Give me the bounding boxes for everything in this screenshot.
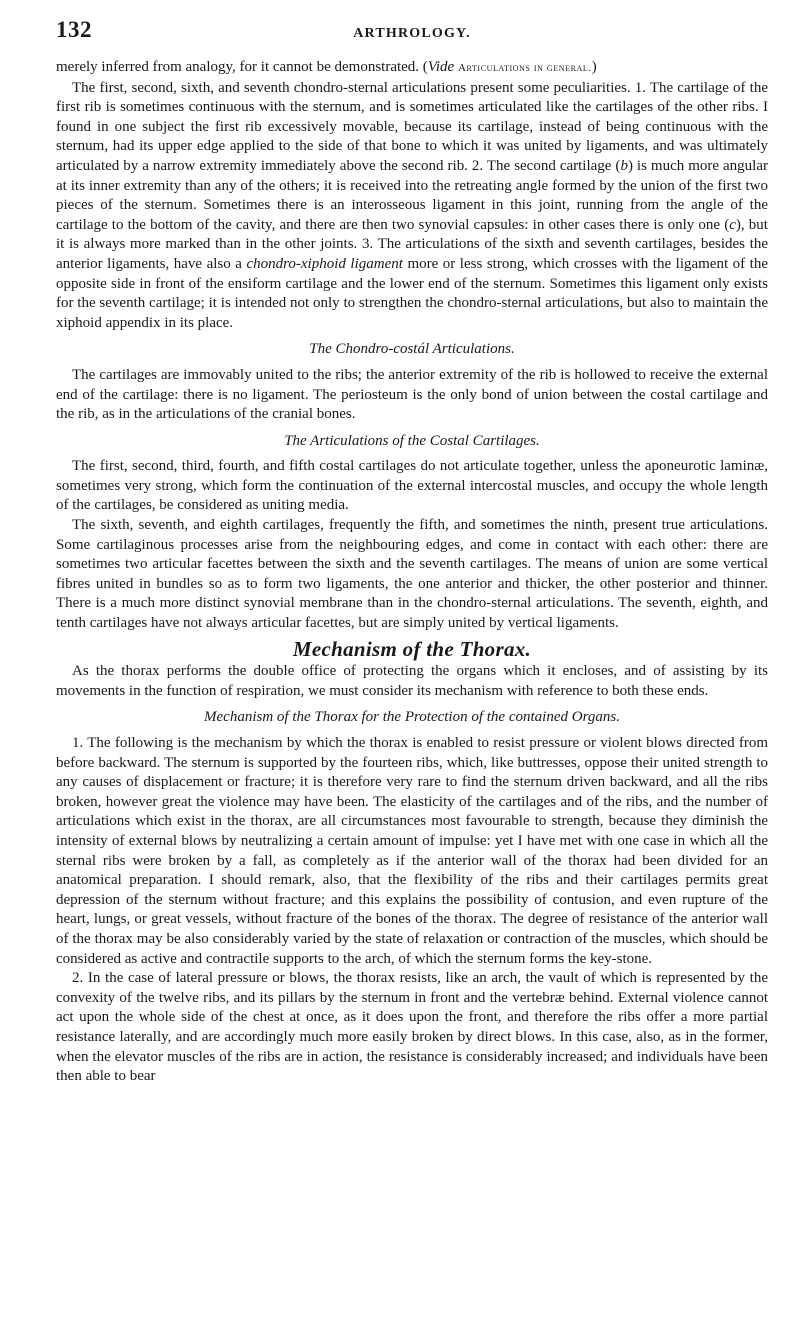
italic-term: chondro-xiphoid ligament — [246, 255, 403, 272]
paragraph-text: ) is much more angular at its inner extremity than any of the others; it is received into the retreating angle formed by the union of the first two pieces of the sternum. Sometimes there is an interosseous ligament in this joint, running from the angle of the cartilage to the bottom of the cavity, and there are then two synovial capsules: in other cases there is only one ( — [56, 157, 768, 233]
paragraph-text: The first, second, sixth, and seventh chondro-sternal articulations present some peculiarities. 1. The cartilage of the first rib is sometimes continuous with the sternum, and is sometimes articulated like the cartilages of the other ribs. I found in one subject the first rib excessively movable, because its cartilage, instead of being continuous with the sternum, had its upper edge applied to the side of that bone to which it was united by ligaments, and was ultimately articulated by a narrow extremity immediately above the second rib. 2. The second cartilage ( — [56, 79, 768, 174]
paragraph-chondro-sternal — [56, 79, 768, 334]
paragraph-costal-cartilages-1: The first, second, third, fourth, and fifth costal cartilages do not articulate together, unless the aponeurotic laminæ, sometimes very strong, which form the continuation of the external intercostal muscles, and occupy the whole length of the cartilages, be considered as uniting media. — [56, 458, 768, 514]
subheading-chondro-costal: The Chondro-costál Articulations. — [309, 341, 515, 358]
paragraph-costal-cartilages-2: The sixth, seventh, and eighth cartilages, frequently the fifth, and sometimes the ninth, present true articulations. Some cartilaginous processes arise from the neighbouring edges, and come in contact with each other: there are sometimes two articular facettes between the sixth and the seventh cartilages. The means of union are some vertical fibres united in bundles so as to form two ligaments, the one anterior and thicker, the other posterior and thinner. There is a much more distinct synovial membrane than in the chondro-sternal articulations. The seventh, eighth, and tenth cartilages have not always articular facettes, but are simply united by vertical ligaments. — [56, 517, 768, 632]
running-title: ARTHROLOGY. — [353, 26, 471, 41]
paragraph-text: merely inferred from analogy, for it cannot be demonstrated. ( — [56, 59, 428, 75]
paragraph-protection-1: 1. The following is the mechanism by which the thorax is enabled to resist pressure or violent blows directed from before backward. The sternum is supported by the fourteen ribs, which, like buttresses, oppose their united strength to any causes of displacement or fracture; it is therefore very rare to find the sternum driven backward, and all the ribs broken, however great the violence may have been. The elasticity of the cartilages and of the ribs, and the number of articulations which exist in the thorax, are all circumstances most favourable to strength, because they diminish the intensity of external blows by neutralizing a certain amount of impulse: yet I have met with one case in which all the sternal ribs were broken by a fall, as completely as if the anterior wall of the thorax had been divided for an anatomical preparation. I should remark, also, that the flexibility of the ribs and their cartilages permits great depression of the sternum without fracture; and this explains the possibility of contusion, and even rupture of the heart, lungs, or great vessels, without fracture of the bones of the thorax. The degree of resistance of the anterior wall of the thorax may be also considerably varied by the state of relaxation or contraction of the muscles, which should be considered as active and contractile supports to the arch, of which the sternum forms the key-stone. — [56, 735, 768, 967]
subheading-costal-cartilages: The Articulations of the Costal Cartilages. — [284, 432, 540, 449]
vide-reference: Vide — [427, 59, 455, 75]
paragraph-chondro-costal: The cartilages are immovably united to the ribs; the anterior extremity of the rib is hollowed to receive the external end of the cartilage: there is no ligament. The periosteum is the only bond of union between the costal cartilage and the rib, as in the articulations of the cranial bones. — [56, 366, 768, 423]
page-number: 132 — [56, 17, 92, 42]
subheading-protection: Mechanism of the Thorax for the Protection of the contained Organs. — [204, 709, 620, 726]
paragraph-continued — [56, 58, 768, 79]
paragraph-protection-2: 2. In the case of lateral pressure or blows, the thorax resists, like an arch, the vault of which is represented by the convexity of the twelve ribs, and its pillars by the sternum in front and the vertebræ behind. External violence cannot act upon the whole side of the chest at once, as it does upon the front, and therefore the ribs offer a more partial resistance laterally, and are accordingly much more easily broken by direct blows. In this case, also, as in the former, when the elevator muscles of the ribs are in action, the resistance is considerably increased; and individuals have been then able to bear — [56, 970, 768, 1085]
paragraph-text: more or less strong, which crosses with the ligament of the opposite side in front of the ensiform cartilage and the lower end of the sternum. Sometimes this ligament only exists for the seventh cartilage; it is intended not only to strengthen the chondro-sternal articulations, but also to maintain the xiphoid appendix in its place. — [56, 255, 768, 331]
figure-letter: b — [620, 157, 628, 174]
cross-reference: Articulations in general. — [457, 62, 592, 74]
running-head — [56, 18, 768, 50]
section-heading-mechanism: Mechanism of the Thorax. — [292, 636, 532, 661]
paragraph-text: ), but it is always more marked than in the other joints. 3. The articulations of the sixth and seventh cartilages, besides the anterior ligaments, have also a — [56, 216, 768, 272]
paragraph-mechanism-intro: As the thorax performs the double office of protecting the organs which it encloses, and of assisting by its movements in the function of respiration, we must consider its mechanism with reference to both these ends. — [56, 663, 768, 699]
figure-letter: c — [729, 216, 736, 233]
paragraph-text: ) — [591, 59, 597, 75]
